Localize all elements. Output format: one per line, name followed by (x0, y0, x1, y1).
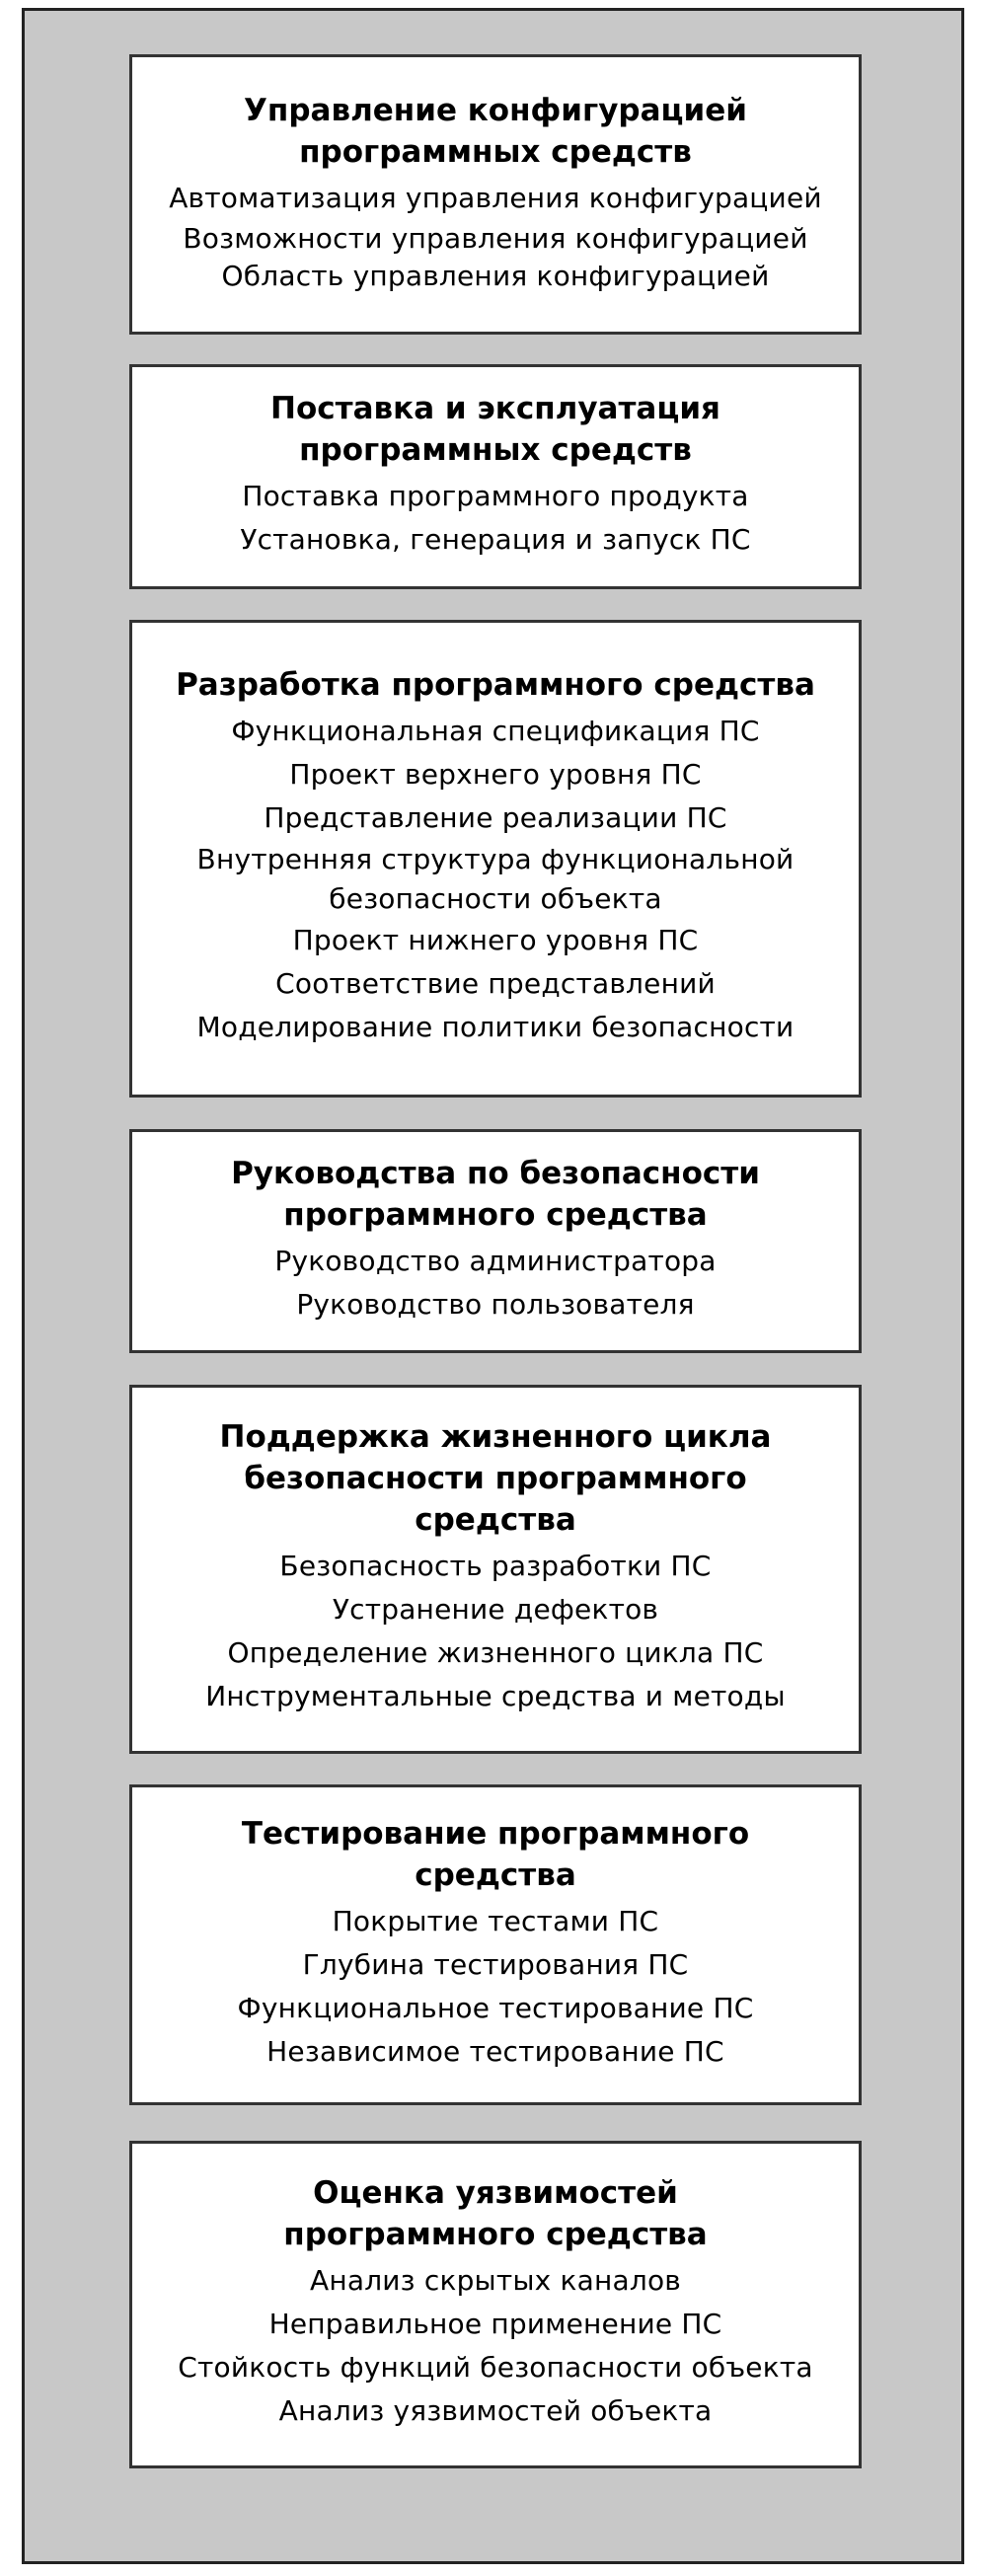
block-item: Внутренняя структура функциональной безопасности объекта (196, 843, 795, 915)
block-item: Проект верхнего уровня ПС (289, 758, 702, 791)
block-items (140, 710, 851, 1049)
block-title: Разработка программного средства (176, 667, 815, 703)
block-items (140, 1240, 851, 1326)
block-item: Независимое тестирование ПС (266, 2034, 724, 2068)
block-item: Автоматизация управления конфигурацией (169, 182, 822, 214)
block-item: Область управления конфигурацией (221, 260, 770, 292)
block-items (140, 2259, 851, 2433)
block-security-guides (129, 1129, 862, 1353)
block-item: Соответствие представлений (275, 967, 716, 1000)
block-title: Управление конфигурацией программных средств (244, 93, 747, 170)
block-item: Поставка программного продукта (242, 480, 749, 512)
block-item: Устранение дефектов (332, 1593, 659, 1626)
block-lifecycle-support (129, 1385, 862, 1754)
block-item: Глубина тестирования ПС (302, 1947, 689, 1981)
block-title: Тестирование программного средства (241, 1815, 750, 1893)
block-item: Неправильное применение ПС (268, 2308, 722, 2340)
block-delivery-operation (129, 364, 862, 589)
block-configuration-management (129, 54, 862, 335)
block-item: Стойкость функций безопасности объекта (178, 2351, 813, 2384)
block-item: Определение жизненного цикла ПС (227, 1636, 764, 1669)
block-item: Моделирование политики безопасности (196, 1011, 795, 1043)
block-items (140, 1545, 851, 1718)
block-item: Руководство пользователя (296, 1287, 695, 1321)
diagram-frame (22, 8, 964, 2564)
block-items (140, 1900, 851, 2074)
block-item: Возможности управления конфигурацией (183, 222, 808, 255)
block-item: Покрытие тестами ПС (332, 1904, 659, 1937)
block-item: Руководство администратора (274, 1244, 717, 1277)
block-vulnerability-assessment (129, 2141, 862, 2468)
block-title: Поставка и эксплуатация программных средств (270, 391, 720, 468)
block-item: Анализ уязвимостей объекта (278, 2394, 713, 2427)
block-item: Представление реализации ПС (264, 801, 727, 834)
block-item: Безопасность разработки ПС (279, 1550, 712, 1582)
block-development (129, 620, 862, 1098)
block-testing (129, 1784, 862, 2105)
block-item: Функциональная спецификация ПС (231, 715, 760, 747)
block-items (140, 475, 851, 562)
block-title: Руководства по безопасности программного средства (231, 1155, 760, 1233)
block-title: Оценка уязвимостей программного средства (283, 2175, 708, 2252)
block-item: Анализ скрытых каналов (309, 2264, 682, 2297)
block-items (140, 177, 851, 295)
block-item: Функциональное тестирование ПС (237, 1991, 754, 2024)
block-title: Поддержка жизненного цикла безопасности программного средства (219, 1419, 772, 1538)
block-item: Установка, генерация и запуск ПС (240, 523, 751, 556)
block-item: Инструментальные средства и методы (205, 1680, 786, 1712)
block-item: Проект нижнего уровня ПС (292, 924, 699, 956)
